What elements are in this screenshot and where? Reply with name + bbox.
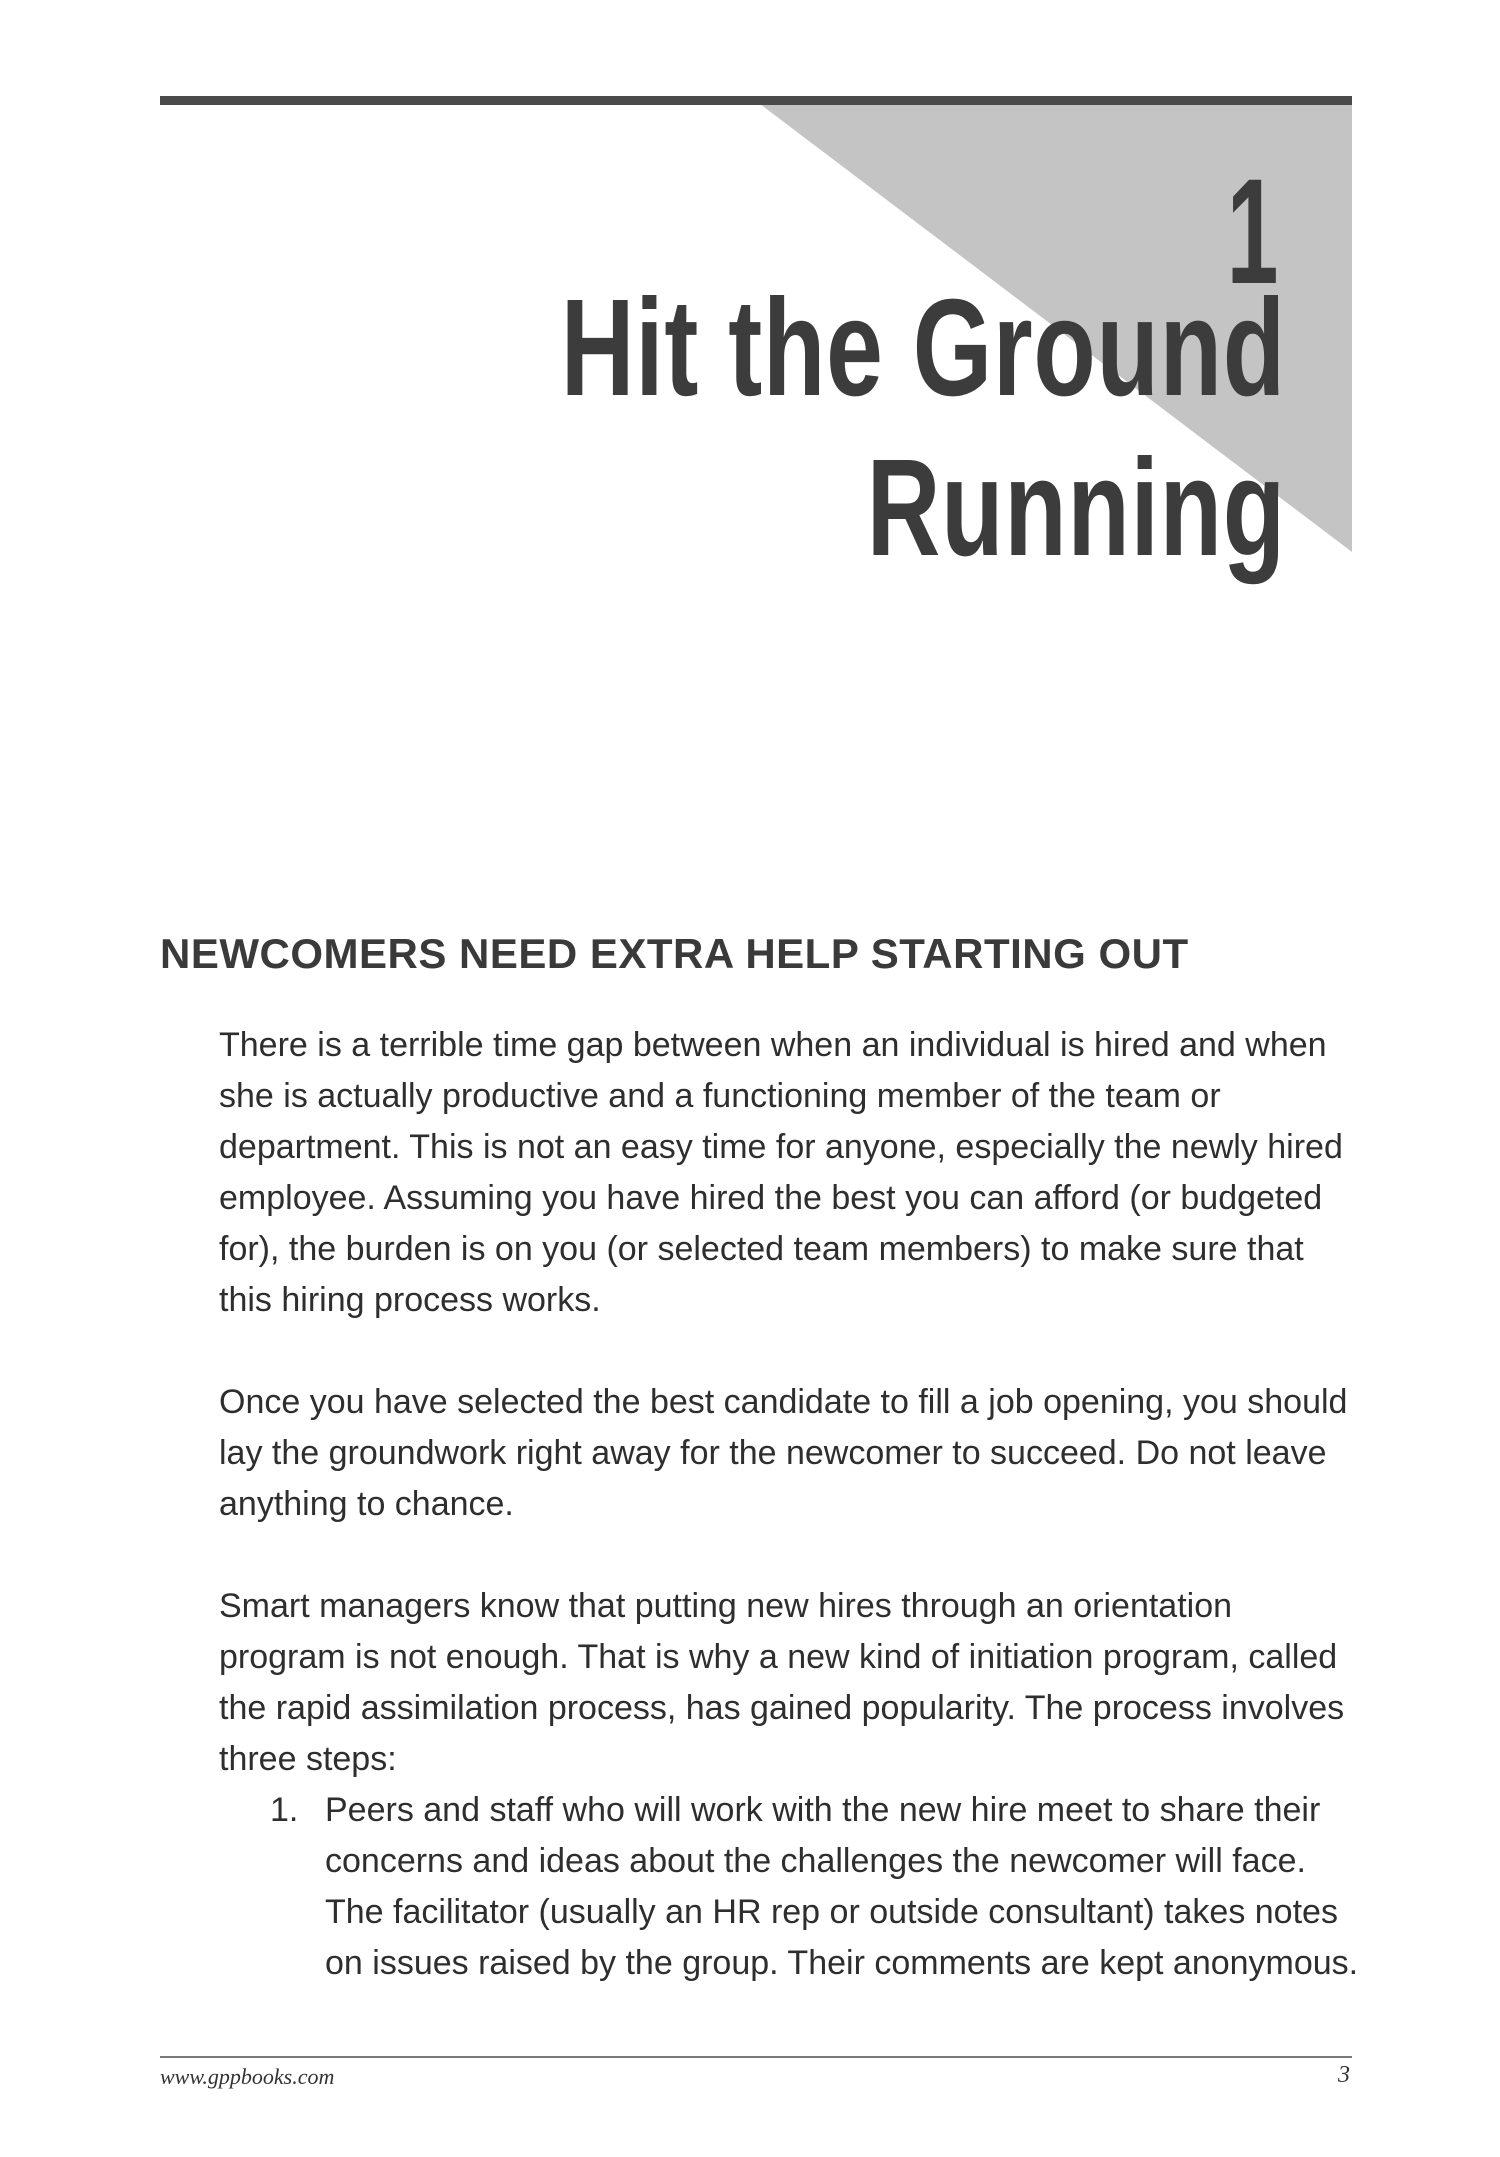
page-number: 3 <box>1338 2062 1350 2088</box>
paragraph-1: There is a terrible time gap between when an individual is hired and when she is actually productive and a functioning member of the team or department. This is not an easy time for anyone, especially the newly hired employee. Assuming you have hired the best you can afford (or budgeted for), the burden is on you (or selected team members) to make sure that this hiring process works. <box>219 1026 1343 1319</box>
chapter-title-line-1: Hit the Ground <box>560 271 1286 425</box>
top-rule <box>160 96 1352 105</box>
paragraph-2: Once you have selected the best candidate to fill a job opening, you should lay the groundwork right away for the newcomer to succeed. Do not leave anything to chance. <box>219 1383 1348 1523</box>
list-item-text: Peers and staff who will work with the new hire meet to share their concerns and ideas about the challenges the newcomer will face. The facilitator (usually an HR rep or outside consultant) takes notes on issues raised by the group. Their comments are kept anonymous. <box>325 1791 1359 1982</box>
footer-url: www.gppbooks.com <box>160 2064 335 2089</box>
list-item <box>270 1785 1360 1989</box>
chapter-title <box>561 268 1286 588</box>
section-heading: NEWCOMERS NEED EXTRA HELP STARTING OUT <box>160 930 1189 977</box>
footer-rule <box>160 2056 1352 2058</box>
chapter-title-line-2: Running <box>866 431 1286 585</box>
chapter-number: 1 <box>1226 147 1278 315</box>
paragraph-3: Smart managers know that putting new hires through an orientation program is not enough. That is why a new kind of initiation program, called the rapid assimilation process, has gained popularity. The process involves three steps: <box>219 1587 1345 1778</box>
list-item-number: 1. <box>270 1791 299 1829</box>
